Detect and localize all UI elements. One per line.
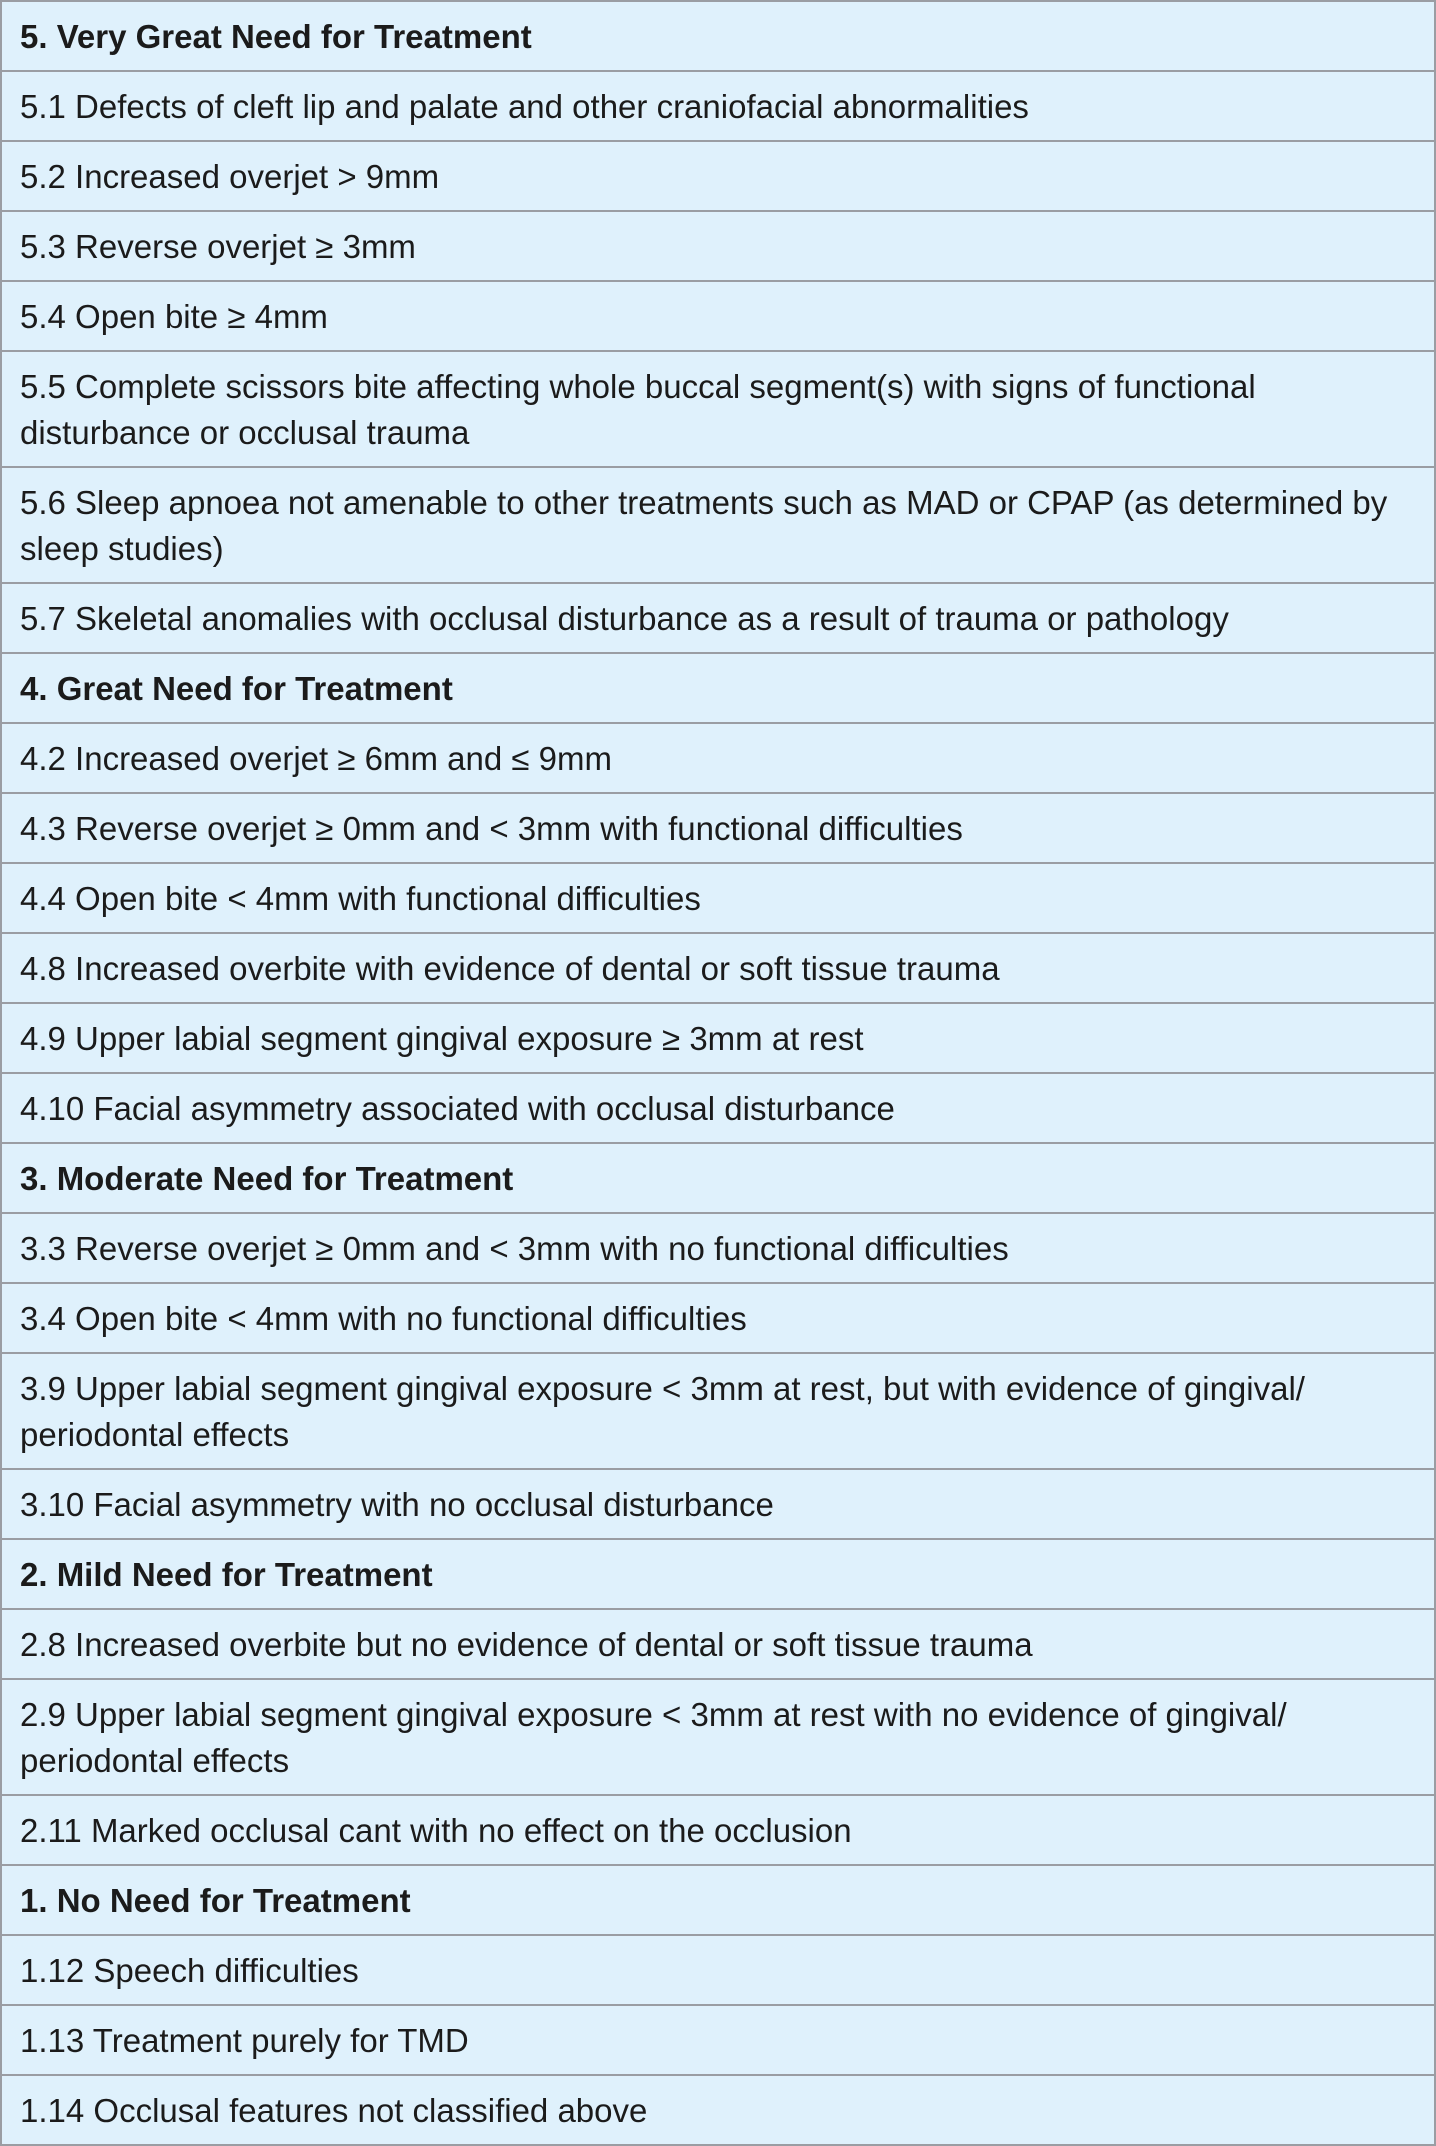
category-heading: 3. Moderate Need for Treatment: [2, 1144, 1434, 1214]
criterion-row: 5.3 Reverse overjet ≥ 3mm: [2, 212, 1434, 282]
criterion-row: 4.2 Increased overjet ≥ 6mm and ≤ 9mm: [2, 724, 1434, 794]
criterion-row: 3.3 Reverse overjet ≥ 0mm and < 3mm with no functional difficulties: [2, 1214, 1434, 1284]
criterion-row: 5.5 Complete scissors bite affecting whole buccal segment(s) with signs of functional disturbance or occlusal trauma: [2, 352, 1434, 468]
criterion-row: 4.4 Open bite < 4mm with functional difficulties: [2, 864, 1434, 934]
criterion-row: 5.2 Increased overjet > 9mm: [2, 142, 1434, 212]
criterion-row: 1.13 Treatment purely for TMD: [2, 2006, 1434, 2076]
criterion-row: 3.4 Open bite < 4mm with no functional difficulties: [2, 1284, 1434, 1354]
criterion-row: 2.8 Increased overbite but no evidence of dental or soft tissue trauma: [2, 1610, 1434, 1680]
criterion-row: 3.10 Facial asymmetry with no occlusal disturbance: [2, 1470, 1434, 1540]
criterion-row: 2.11 Marked occlusal cant with no effect on the occlusion: [2, 1796, 1434, 1866]
criterion-row: 5.4 Open bite ≥ 4mm: [2, 282, 1434, 352]
criterion-row: 1.14 Occlusal features not classified above: [2, 2076, 1434, 2144]
category-heading: 5. Very Great Need for Treatment: [2, 2, 1434, 72]
criterion-row: 4.3 Reverse overjet ≥ 0mm and < 3mm with functional difficulties: [2, 794, 1434, 864]
category-heading: 1. No Need for Treatment: [2, 1866, 1434, 1936]
criterion-row: 2.9 Upper labial segment gingival exposure < 3mm at rest with no evidence of gingival/ periodontal effects: [2, 1680, 1434, 1796]
criterion-row: 3.9 Upper labial segment gingival exposure < 3mm at rest, but with evidence of gingival/ periodontal effects: [2, 1354, 1434, 1470]
criterion-row: 5.1 Defects of cleft lip and palate and other craniofacial abnormalities: [2, 72, 1434, 142]
criterion-row: 1.12 Speech difficulties: [2, 1936, 1434, 2006]
category-heading: 2. Mild Need for Treatment: [2, 1540, 1434, 1610]
criterion-row: 4.8 Increased overbite with evidence of dental or soft tissue trauma: [2, 934, 1434, 1004]
criterion-row: 4.10 Facial asymmetry associated with occlusal disturbance: [2, 1074, 1434, 1144]
category-heading: 4. Great Need for Treatment: [2, 654, 1434, 724]
criterion-row: 5.6 Sleep apnoea not amenable to other treatments such as MAD or CPAP (as determined by sleep studies): [2, 468, 1434, 584]
criterion-row: 5.7 Skeletal anomalies with occlusal disturbance as a result of trauma or pathology: [2, 584, 1434, 654]
criterion-row: 4.9 Upper labial segment gingival exposure ≥ 3mm at rest: [2, 1004, 1434, 1074]
